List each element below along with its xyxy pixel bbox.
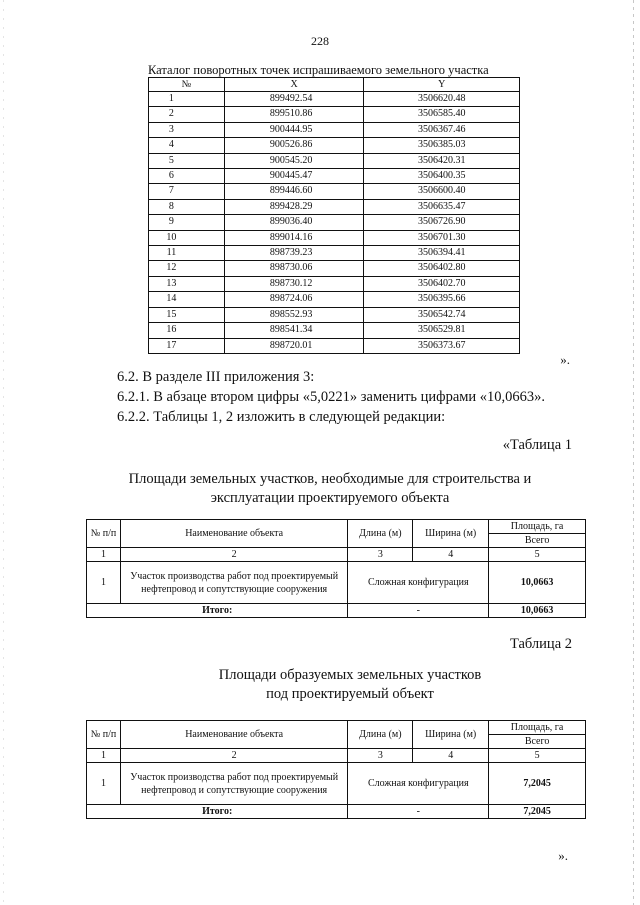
catalog-cell-y: 3506726.90 <box>364 215 520 230</box>
table-row <box>149 122 520 137</box>
catalog-cell-x: 899014.16 <box>224 230 364 245</box>
table-row <box>149 184 520 199</box>
catalog-cell-y: 3506385.03 <box>364 138 520 153</box>
table1-title <box>0 470 640 508</box>
table2-title <box>0 666 640 704</box>
paragraph-6-2-1: 6.2.1. В абзаце втором цифры «5,0221» заменить цифрами «10,0663». <box>117 389 546 405</box>
table2-header-width: Ширина (м) <box>413 721 489 749</box>
paragraph-6-2-2: 6.2.2. Таблицы 1, 2 изложить в следующей редакции: <box>117 409 446 425</box>
table2-header-name: Наименование объекта <box>120 721 347 749</box>
table1 <box>86 519 586 618</box>
catalog-cell-x: 900526.86 <box>224 138 364 153</box>
catalog-cell-x: 898541.34 <box>224 323 364 338</box>
catalog-cell-x: 899446.60 <box>224 184 364 199</box>
page-number: 228 <box>311 34 329 48</box>
table1-label: «Таблица 1 <box>502 437 572 453</box>
table1-header-total: Всего <box>489 534 586 548</box>
scan-edge-left <box>3 0 4 905</box>
table1-index-2: 2 <box>120 548 347 562</box>
table-row <box>149 169 520 184</box>
catalog-cell-num: 17 <box>149 338 225 353</box>
catalog-cell-x: 899036.40 <box>224 215 364 230</box>
catalog-cell-x: 898720.01 <box>224 338 364 353</box>
catalog-cell-x: 898730.12 <box>224 276 364 291</box>
catalog-cell-y: 3506420.31 <box>364 153 520 168</box>
catalog-cell-num: 10 <box>149 230 225 245</box>
table2-total-area: 7,2045 <box>489 805 586 819</box>
table1-header-num: № п/п <box>87 520 121 548</box>
catalog-cell-num: 7 <box>149 184 225 199</box>
catalog-cell-num: 11 <box>149 246 225 261</box>
table-row <box>149 107 520 122</box>
table1-index-4: 4 <box>413 548 489 562</box>
table1-row-area: 10,0663 <box>489 562 586 604</box>
table1-index-3: 3 <box>348 548 413 562</box>
catalog-cell-y: 3506585.40 <box>364 107 520 122</box>
table-row <box>149 261 520 276</box>
table2-header-total: Всего <box>489 735 586 749</box>
catalog-cell-x: 900444.95 <box>224 122 364 137</box>
catalog-cell-y: 3506529.81 <box>364 323 520 338</box>
catalog-body <box>149 92 520 354</box>
table1-title-line1: Площади земельных участков, необходимые для строительства и <box>128 471 532 487</box>
catalog-cell-y: 3506402.80 <box>364 261 520 276</box>
table-row <box>149 153 520 168</box>
catalog-cell-num: 5 <box>149 153 225 168</box>
table1-header-name: Наименование объекта <box>120 520 347 548</box>
table1-row-num: 1 <box>87 562 121 604</box>
catalog-cell-y: 3506367.46 <box>364 122 520 137</box>
table-row <box>149 276 520 291</box>
catalog-cell-x: 899510.86 <box>224 107 364 122</box>
table2-index-2: 2 <box>120 749 347 763</box>
table2-header-area: Площадь, га <box>489 721 586 735</box>
catalog-cell-num: 16 <box>149 323 225 338</box>
table1-row-name: Участок производства работ под проектируемый нефтепровод и сопутствующие сооружения <box>120 562 347 604</box>
table2-total-dash: - <box>348 805 489 819</box>
table1-header-width: Ширина (м) <box>413 520 489 548</box>
table-row <box>149 199 520 214</box>
catalog-cell-num: 2 <box>149 107 225 122</box>
table2-index-1: 1 <box>87 749 121 763</box>
table1-total-dash: - <box>348 604 489 618</box>
catalog-cell-num: 1 <box>149 92 225 107</box>
scan-edge-right <box>633 0 634 905</box>
catalog-cell-num: 12 <box>149 261 225 276</box>
paragraph-6-2: 6.2. В разделе III приложения 3: <box>117 369 315 385</box>
catalog-cell-x: 898739.23 <box>224 246 364 261</box>
catalog-cell-y: 3506395.66 <box>364 292 520 307</box>
table2-index-5: 5 <box>489 749 586 763</box>
catalog-title: Каталог поворотных точек испрашиваемого земельного участка <box>148 63 489 77</box>
table-row <box>149 292 520 307</box>
table2-index-4: 4 <box>413 749 489 763</box>
table-row <box>149 230 520 245</box>
table1-title-line2: эксплуатации проектируемого объекта <box>210 490 450 506</box>
table1-header-length: Длина (м) <box>348 520 413 548</box>
catalog-cell-x: 898724.06 <box>224 292 364 307</box>
catalog-cell-x: 900445.47 <box>224 169 364 184</box>
catalog-header-y: Y <box>364 78 520 92</box>
table2-header-num: № п/п <box>87 721 121 749</box>
catalog-header-num: № <box>149 78 225 92</box>
catalog-cell-y: 3506373.67 <box>364 338 520 353</box>
table2-label: Таблица 2 <box>509 636 572 652</box>
catalog-cell-y: 3506402.70 <box>364 276 520 291</box>
table1-total-row <box>87 604 586 618</box>
catalog-header-x: X <box>224 78 364 92</box>
table2-title-line1: Площади образуемых земельных участков <box>218 667 482 683</box>
catalog-cell-x: 898730.06 <box>224 261 364 276</box>
catalog-cell-x: 898552.93 <box>224 307 364 322</box>
table2-total-row <box>87 805 586 819</box>
catalog-cell-num: 8 <box>149 199 225 214</box>
table2-index-3: 3 <box>348 749 413 763</box>
table2-row-shape: Сложная конфигурация <box>348 763 489 805</box>
catalog-cell-y: 3506600.40 <box>364 184 520 199</box>
table1-header-area: Площадь, га <box>489 520 586 534</box>
table1-index-1: 1 <box>87 548 121 562</box>
catalog-cell-x: 899492.54 <box>224 92 364 107</box>
table2-row-area: 7,2045 <box>489 763 586 805</box>
table-row <box>149 138 520 153</box>
table2 <box>86 720 586 819</box>
table2-row-name: Участок производства работ под проектируемый нефтепровод и сопутствующие сооружения <box>120 763 347 805</box>
table1-total-area: 10,0663 <box>489 604 586 618</box>
catalog-cell-x: 900545.20 <box>224 153 364 168</box>
table1-total-label: Итого: <box>87 604 348 618</box>
catalog-cell-num: 15 <box>149 307 225 322</box>
table-row <box>149 92 520 107</box>
table1-index-5: 5 <box>489 548 586 562</box>
catalog-cell-num: 6 <box>149 169 225 184</box>
table-row <box>149 246 520 261</box>
catalog-table <box>148 77 520 354</box>
table-row <box>149 307 520 322</box>
catalog-cell-num: 4 <box>149 138 225 153</box>
catalog-cell-x: 899428.29 <box>224 199 364 214</box>
table1-row-shape: Сложная конфигурация <box>348 562 489 604</box>
table-row <box>149 323 520 338</box>
catalog-cell-y: 3506620.48 <box>364 92 520 107</box>
table2-title-line2: под проектируемый объект <box>266 686 434 702</box>
table-row <box>87 562 586 604</box>
catalog-cell-y: 3506701.30 <box>364 230 520 245</box>
table-row <box>149 338 520 353</box>
table-row <box>87 763 586 805</box>
table2-close-quote: ». <box>558 848 568 863</box>
catalog-cell-y: 3506394.41 <box>364 246 520 261</box>
table-row <box>149 215 520 230</box>
catalog-close-quote: ». <box>560 352 570 367</box>
catalog-cell-y: 3506635.47 <box>364 199 520 214</box>
catalog-cell-num: 3 <box>149 122 225 137</box>
catalog-cell-y: 3506542.74 <box>364 307 520 322</box>
catalog-cell-num: 14 <box>149 292 225 307</box>
table2-row-num: 1 <box>87 763 121 805</box>
catalog-header-row <box>149 78 520 92</box>
catalog-cell-y: 3506400.35 <box>364 169 520 184</box>
table2-total-label: Итого: <box>87 805 348 819</box>
table2-header-length: Длина (м) <box>348 721 413 749</box>
catalog-cell-num: 13 <box>149 276 225 291</box>
catalog-cell-num: 9 <box>149 215 225 230</box>
